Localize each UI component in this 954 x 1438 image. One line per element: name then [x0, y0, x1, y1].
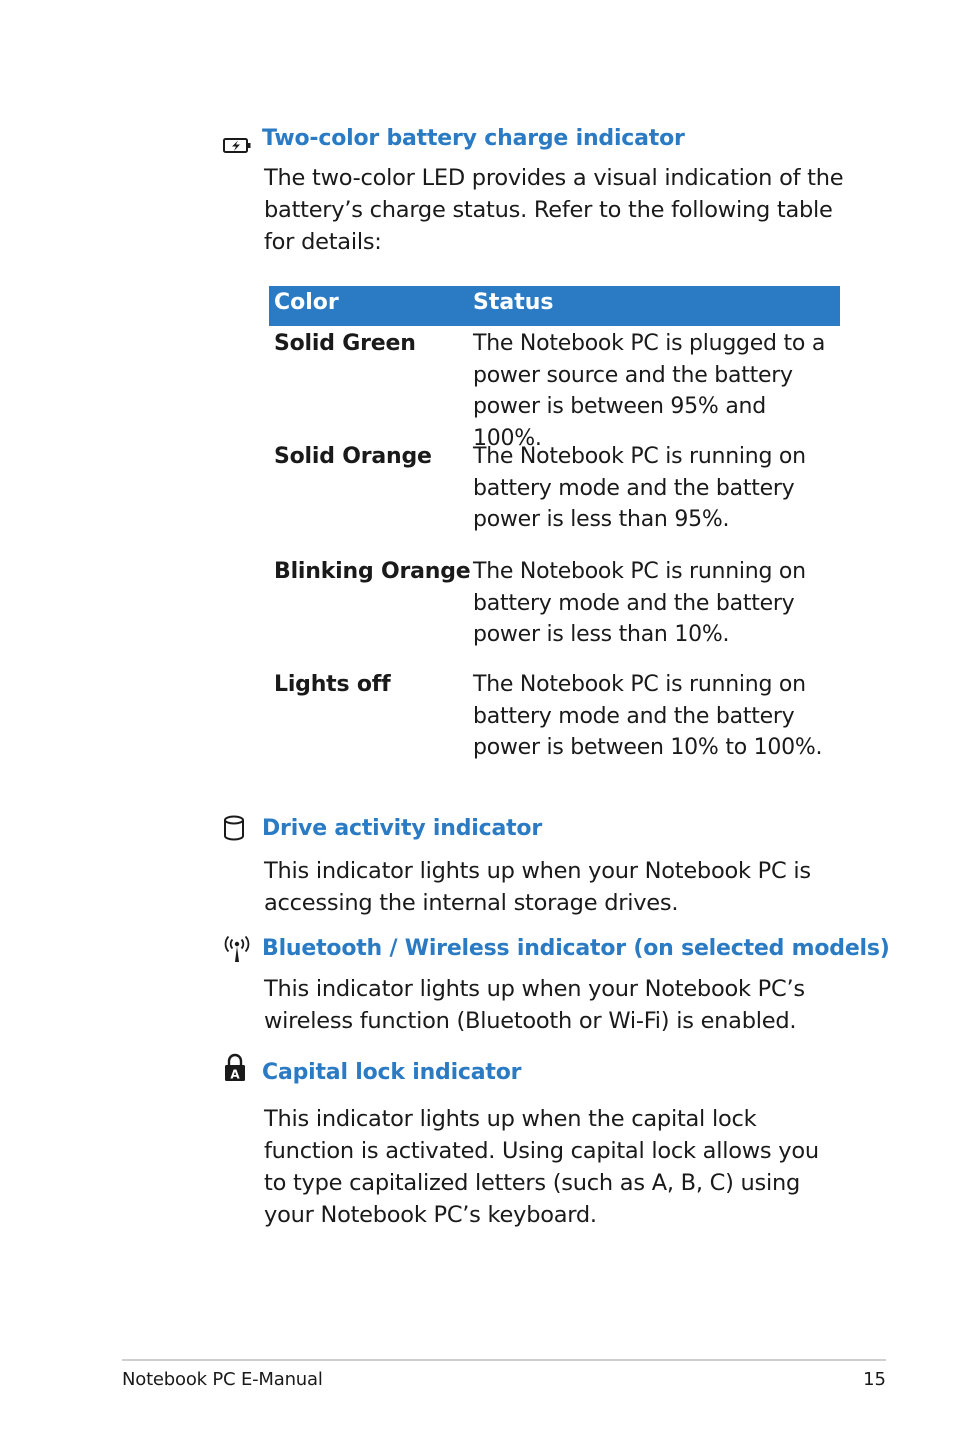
capital-lock-heading: Capital lock indicator — [262, 1060, 522, 1085]
capital-lock-icon — [222, 1052, 252, 1082]
battery-indicator-description: The two-color LED provides a visual indication of the battery’s charge status. Refer to the following table for details: — [264, 165, 844, 255]
footer-page-number: 15 — [863, 1369, 886, 1390]
wireless-indicator-description: This indicator lights up when your Notebook PC’s wireless function (Bluetooth or Wi-Fi) is enabled. — [264, 976, 805, 1034]
drive-indicator-description: This indicator lights up when your Notebook PC is accessing the internal storage drives. — [264, 858, 811, 916]
row-status-text: The Notebook PC is running on battery mode and the battery power is less than 10%. — [473, 559, 806, 647]
table-header-status: Status — [473, 290, 554, 315]
footer-divider — [122, 1359, 886, 1361]
wireless-indicator-heading: Bluetooth / Wireless indicator (on selected models) — [262, 936, 890, 961]
row-color-label: Lights off — [274, 672, 391, 697]
row-color-label: Blinking Orange — [274, 559, 471, 584]
row-status-text: The Notebook PC is running on battery mode and the battery power is between 10% to 100%. — [473, 672, 823, 760]
drive-indicator-heading: Drive activity indicator — [262, 816, 542, 841]
battery-charge-icon — [222, 131, 252, 161]
footer-manual-title: Notebook PC E-Manual — [122, 1369, 323, 1390]
row-color-label: Solid Green — [274, 331, 416, 356]
battery-indicator-heading: Two-color battery charge indicator — [262, 126, 685, 151]
row-status-text: The Notebook PC is plugged to a power source and the battery power is between 95% and 100%. — [473, 331, 826, 451]
table-header — [269, 286, 840, 326]
wireless-antenna-icon — [222, 934, 252, 964]
battery-status-table — [269, 286, 840, 760]
table-header-color: Color — [274, 290, 339, 315]
row-status-text: The Notebook PC is running on battery mode and the battery power is less than 95%. — [473, 444, 806, 532]
capital-lock-description: This indicator lights up when the capital lock function is activated. Using capital lock allows you to type capitalized letters (such as A, B, C) using your Notebook PC’s keyboard. — [264, 1106, 819, 1228]
svg-text:A: A — [230, 1067, 240, 1082]
drive-cylinder-icon — [222, 814, 252, 844]
row-color-label: Solid Orange — [274, 444, 432, 469]
